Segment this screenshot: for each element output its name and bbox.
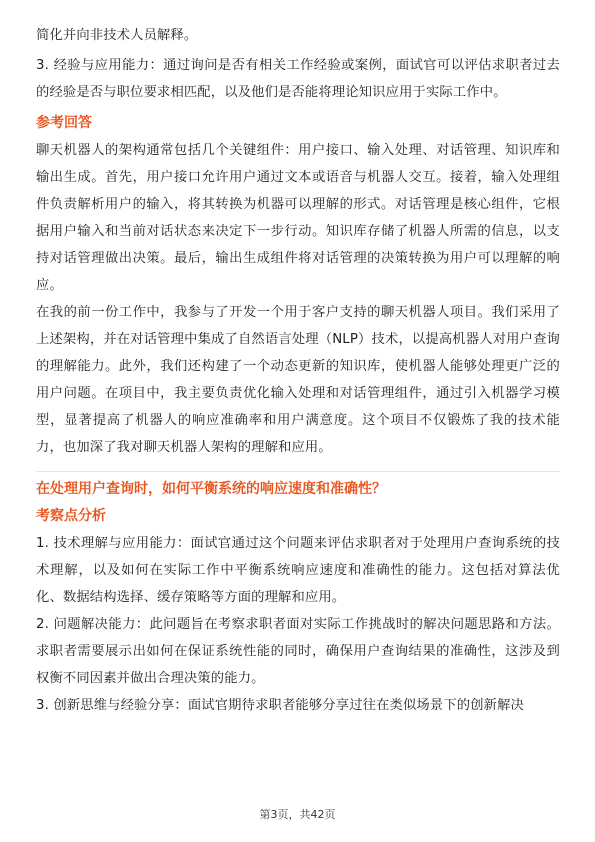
- answer-paragraph-2: 在我的前一份工作中，我参与了开发一个用于客户支持的聊天机器人项目。我们采用了上述架构，并在对话管理中集成了自然语言处理（NLP）技术，以提高机器人对用户查询的理解能力。此外，我们还构建了一个动态更新的知识库，使机器人能够处理更广泛的用户问题。在项目中，我主要负责优化输入处理和对话管理组件，通过引入机器学习模型，显著提高了机器人的响应准确率和用户满意度。这个项目不仅锻炼了我的技术能力，也加深了我对聊天机器人架构的理解和应用。: [36, 305, 560, 455]
- question-analysis-item-3: 3. 创新思维与经验分享：面试官期待求职者能够分享过往在类似场景下的创新解决: [36, 698, 525, 713]
- analysis-heading: 考察点分析: [36, 508, 106, 524]
- question-heading: 在处理用户查询时，如何平衡系统的响应速度和准确性？: [36, 481, 386, 497]
- question-analysis-item-1: 1. 技术理解与应用能力：面试官通过这个问题来评估求职者对于处理用户查询系统的技术理解，以及如何在实际工作中平衡系统响应速度和准确性的能力。这包括对算法优化、数据结构选择、缓存策略等方面的理解和应用。: [36, 536, 560, 605]
- answer-paragraph-1: 聊天机器人的架构通常包括几个关键组件：用户接口、输入处理、对话管理、知识库和输出生成。首先，用户接口允许用户通过文本或语音与机器人交互。接着，输入处理组件负责解析用户的输入，将其转换为机器可以理解的形式。对话管理是核心组件，它根据用户输入和当前对话状态来决定下一步行动。知识库存储了机器人所需的信息，以支持对话管理做出决策。最后，输出生成组件将对话管理的决策转换为用户可以理解的响应。: [36, 143, 560, 293]
- page-number: 第3页，共42页: [259, 808, 336, 821]
- page-content: [36, 22, 560, 719]
- intro-paragraph-tail: 简化并向非技术人员解释。: [36, 28, 198, 43]
- question-analysis-item-2: 2. 问题解决能力：此问题旨在考察求职者面对实际工作挑战时的解决问题思路和方法。求职者需要展示出如何在保证系统性能的同时，确保用户查询结果的准确性，这涉及到权衡不同因素并做出合理决策的能力。: [36, 617, 560, 686]
- section-divider: [36, 471, 560, 472]
- analysis-item-3: 3. 经验与应用能力：通过询问是否有相关工作经验或案例，面试官可以评估求职者过去的经验是否与职位要求相匹配，以及他们是否能将理论知识应用于实际工作中。: [36, 58, 560, 100]
- reference-answer-heading: 参考回答: [36, 115, 92, 131]
- page-footer: [0, 806, 595, 822]
